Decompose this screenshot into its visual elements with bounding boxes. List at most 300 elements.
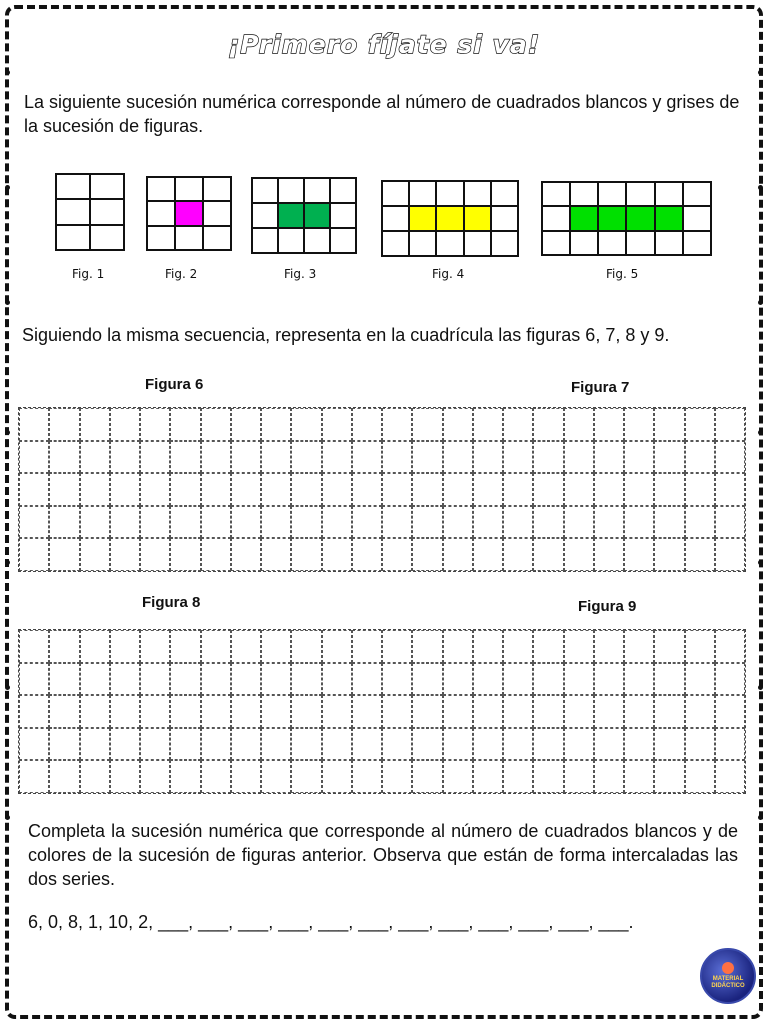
grid-cell[interactable] <box>140 630 170 663</box>
grid-cell[interactable] <box>201 441 231 474</box>
grid-cell[interactable] <box>503 630 533 663</box>
border-dot <box>758 430 763 435</box>
grid-cell[interactable] <box>624 695 654 728</box>
grid-cell[interactable] <box>533 630 563 663</box>
grid-cell[interactable] <box>261 506 291 539</box>
colored-square <box>278 203 304 228</box>
white-square <box>655 231 683 255</box>
grid-cell[interactable] <box>49 630 79 663</box>
grid-cell[interactable] <box>473 473 503 506</box>
grid-cell[interactable] <box>715 663 745 696</box>
white-square <box>56 174 90 199</box>
grid-cell[interactable] <box>685 728 715 761</box>
grid-cell[interactable] <box>443 473 473 506</box>
grid-cell[interactable] <box>503 506 533 539</box>
grid-cell[interactable] <box>443 728 473 761</box>
colored-square <box>436 206 463 231</box>
figure-3 <box>251 177 357 254</box>
grid-cell[interactable] <box>533 408 563 441</box>
grid-cell[interactable] <box>443 506 473 539</box>
grid-cell[interactable] <box>19 695 49 728</box>
grid-cell[interactable] <box>352 408 382 441</box>
grid-cell[interactable] <box>49 663 79 696</box>
grid-cell[interactable] <box>564 695 594 728</box>
grid-cell[interactable] <box>19 473 49 506</box>
grid-cell[interactable] <box>231 630 261 663</box>
grid-cell[interactable] <box>231 408 261 441</box>
grid-cell[interactable] <box>201 538 231 571</box>
white-square <box>409 181 436 206</box>
grid-cell[interactable] <box>322 441 352 474</box>
grid-cell[interactable] <box>261 473 291 506</box>
answer-grid-figures-6-7[interactable] <box>18 407 746 572</box>
grid-cell[interactable] <box>80 473 110 506</box>
grid-cell[interactable] <box>322 663 352 696</box>
colored-square <box>570 206 598 230</box>
grid-cell[interactable] <box>352 663 382 696</box>
grid-cell[interactable] <box>110 506 140 539</box>
white-square <box>175 177 203 201</box>
grid-cell[interactable] <box>715 441 745 474</box>
white-square <box>147 226 175 250</box>
grid-cell[interactable] <box>140 538 170 571</box>
white-square <box>175 226 203 250</box>
grid-cell[interactable] <box>291 408 321 441</box>
grid-cell[interactable] <box>170 473 200 506</box>
grid-cell[interactable] <box>201 760 231 793</box>
material-didactico-logo <box>700 948 756 1004</box>
grid-cell[interactable] <box>685 441 715 474</box>
figure-5-label: Fig. 5 <box>606 267 639 281</box>
number-sequence[interactable]: 6, 0, 8, 1, 10, 2, ___, ___, ___, ___, ___, ___, ___, ___, ___, ___, ___, ___. <box>28 912 634 932</box>
grid-cell[interactable] <box>49 760 79 793</box>
grid-cell[interactable] <box>412 538 442 571</box>
grid-cell[interactable] <box>201 408 231 441</box>
grid-cell[interactable] <box>170 506 200 539</box>
grid-cell[interactable] <box>715 760 745 793</box>
white-square <box>598 182 626 206</box>
grid-cell[interactable] <box>443 760 473 793</box>
grid-cell[interactable] <box>443 441 473 474</box>
grid-cell[interactable] <box>654 728 684 761</box>
grid-cell[interactable] <box>322 538 352 571</box>
grid-cell[interactable] <box>594 506 624 539</box>
white-square <box>382 206 409 231</box>
grid-cell[interactable] <box>49 408 79 441</box>
grid-cell[interactable] <box>49 728 79 761</box>
grid-cell[interactable] <box>654 760 684 793</box>
grid-cell[interactable] <box>685 663 715 696</box>
grid-cell[interactable] <box>533 441 563 474</box>
grid-cell[interactable] <box>261 728 291 761</box>
grid-cell[interactable] <box>412 630 442 663</box>
figure-2 <box>146 176 232 251</box>
border-dot <box>5 560 10 565</box>
figure-1 <box>55 173 125 251</box>
grid-cell[interactable] <box>685 630 715 663</box>
grid-cell[interactable] <box>322 630 352 663</box>
grid-cell[interactable] <box>654 695 684 728</box>
grid-cell[interactable] <box>322 506 352 539</box>
grid-cell[interactable] <box>624 630 654 663</box>
grid-cell[interactable] <box>503 695 533 728</box>
page-title: ¡Primero fíjate si va! <box>227 30 541 59</box>
grid-cell[interactable] <box>261 408 291 441</box>
figura-7-heading: Figura 7 <box>571 379 630 396</box>
grid-cell[interactable] <box>352 538 382 571</box>
white-square <box>90 225 124 250</box>
grid-cell[interactable] <box>382 630 412 663</box>
grid-cell[interactable] <box>49 695 79 728</box>
grid-cell[interactable] <box>19 408 49 441</box>
grid-cell[interactable] <box>503 663 533 696</box>
grid-cell[interactable] <box>564 630 594 663</box>
grid-cell[interactable] <box>624 506 654 539</box>
grid-cell[interactable] <box>291 538 321 571</box>
grid-cell[interactable] <box>382 441 412 474</box>
grid-cell[interactable] <box>715 695 745 728</box>
grid-cell[interactable] <box>261 630 291 663</box>
grid-cell[interactable] <box>503 473 533 506</box>
grid-cell[interactable] <box>685 408 715 441</box>
grid-cell[interactable] <box>412 408 442 441</box>
grid-cell[interactable] <box>19 728 49 761</box>
grid-cell[interactable] <box>624 663 654 696</box>
grid-cell[interactable] <box>624 728 654 761</box>
grid-cell[interactable] <box>473 408 503 441</box>
white-square <box>304 178 330 203</box>
grid-cell[interactable] <box>170 728 200 761</box>
grid-cell[interactable] <box>594 630 624 663</box>
white-square <box>252 203 278 228</box>
grid-cell[interactable] <box>654 473 684 506</box>
grid-cell[interactable] <box>594 663 624 696</box>
white-square <box>278 178 304 203</box>
grid-cell[interactable] <box>594 760 624 793</box>
grid-cell[interactable] <box>110 538 140 571</box>
grid-cell[interactable] <box>594 441 624 474</box>
grid-cell[interactable] <box>473 630 503 663</box>
white-square <box>382 231 409 256</box>
grid-cell[interactable] <box>201 473 231 506</box>
grid-cell[interactable] <box>654 441 684 474</box>
grid-cell[interactable] <box>261 538 291 571</box>
grid-cell[interactable] <box>322 760 352 793</box>
grid-cell[interactable] <box>291 473 321 506</box>
grid-cell[interactable] <box>443 630 473 663</box>
border-dot <box>5 815 10 820</box>
grid-cell[interactable] <box>533 506 563 539</box>
grid-cell[interactable] <box>201 695 231 728</box>
grid-cell[interactable] <box>412 695 442 728</box>
grid-cell[interactable] <box>715 473 745 506</box>
grid-cell[interactable] <box>291 441 321 474</box>
grid-cell[interactable] <box>503 760 533 793</box>
grid-cell[interactable] <box>261 760 291 793</box>
grid-cell[interactable] <box>291 728 321 761</box>
grid-cell[interactable] <box>19 538 49 571</box>
grid-cell[interactable] <box>322 728 352 761</box>
grid-cell[interactable] <box>473 538 503 571</box>
grid-cell[interactable] <box>170 441 200 474</box>
grid-cell[interactable] <box>473 441 503 474</box>
grid-cell[interactable] <box>231 695 261 728</box>
grid-cell[interactable] <box>140 473 170 506</box>
grid-cell[interactable] <box>291 760 321 793</box>
grid-cell[interactable] <box>412 728 442 761</box>
grid-cell[interactable] <box>140 695 170 728</box>
grid-cell[interactable] <box>140 441 170 474</box>
logo-line-2: DIDÁCTICO <box>711 983 745 989</box>
white-square <box>56 199 90 224</box>
grid-cell[interactable] <box>80 441 110 474</box>
grid-cell[interactable] <box>170 663 200 696</box>
grid-cell[interactable] <box>564 663 594 696</box>
white-square <box>278 228 304 253</box>
white-square <box>203 201 231 225</box>
grid-cell[interactable] <box>382 663 412 696</box>
grid-cell[interactable] <box>322 408 352 441</box>
grid-cell[interactable] <box>261 695 291 728</box>
grid-cell[interactable] <box>594 408 624 441</box>
grid-cell[interactable] <box>533 728 563 761</box>
grid-cell[interactable] <box>412 441 442 474</box>
grid-cell[interactable] <box>564 473 594 506</box>
grid-cell[interactable] <box>201 630 231 663</box>
grid-cell[interactable] <box>564 408 594 441</box>
grid-cell[interactable] <box>533 538 563 571</box>
grid-cell[interactable] <box>624 441 654 474</box>
border-dot <box>758 70 763 75</box>
grid-cell[interactable] <box>654 506 684 539</box>
grid-cell[interactable] <box>685 538 715 571</box>
grid-cell[interactable] <box>201 728 231 761</box>
border-dot <box>5 300 10 305</box>
grid-cell[interactable] <box>352 506 382 539</box>
grid-cell[interactable] <box>564 538 594 571</box>
grid-cell[interactable] <box>533 760 563 793</box>
grid-cell[interactable] <box>110 441 140 474</box>
grid-cell[interactable] <box>594 538 624 571</box>
white-square <box>436 181 463 206</box>
grid-cell[interactable] <box>80 538 110 571</box>
grid-cell[interactable] <box>473 760 503 793</box>
grid-cell[interactable] <box>685 760 715 793</box>
grid-cell[interactable] <box>382 760 412 793</box>
grid-cell[interactable] <box>80 728 110 761</box>
white-square <box>147 177 175 201</box>
grid-cell[interactable] <box>110 760 140 793</box>
grid-cell[interactable] <box>291 630 321 663</box>
grid-cell[interactable] <box>231 728 261 761</box>
grid-cell[interactable] <box>352 473 382 506</box>
grid-cell[interactable] <box>715 506 745 539</box>
grid-cell[interactable] <box>352 630 382 663</box>
border-dot <box>5 685 10 690</box>
grid-cell[interactable] <box>382 695 412 728</box>
grid-cell[interactable] <box>594 473 624 506</box>
grid-cell[interactable] <box>80 695 110 728</box>
grid-cell[interactable] <box>201 663 231 696</box>
logo-line-1: MATERIAL <box>712 976 744 982</box>
grid-cell[interactable] <box>49 441 79 474</box>
grid-cell[interactable] <box>654 663 684 696</box>
grid-cell[interactable] <box>654 408 684 441</box>
grid-cell[interactable] <box>564 506 594 539</box>
white-square <box>464 181 491 206</box>
intro-text: La siguiente sucesión numérica corresponde al número de cuadrados blancos y grises de la sucesión de figuras. <box>24 92 740 136</box>
grid-cell[interactable] <box>624 473 654 506</box>
grid-cell[interactable] <box>110 695 140 728</box>
grid-cell[interactable] <box>685 695 715 728</box>
grid-cell[interactable] <box>624 538 654 571</box>
grid-cell[interactable] <box>473 506 503 539</box>
grid-cell[interactable] <box>715 728 745 761</box>
grid-cell[interactable] <box>170 760 200 793</box>
grid-cell[interactable] <box>412 663 442 696</box>
border-dot <box>758 560 763 565</box>
grid-cell[interactable] <box>19 506 49 539</box>
grid-cell[interactable] <box>140 506 170 539</box>
grid-cell[interactable] <box>443 663 473 696</box>
grid-cell[interactable] <box>594 728 624 761</box>
grid-cell[interactable] <box>261 663 291 696</box>
grid-cell[interactable] <box>231 473 261 506</box>
grid-cell[interactable] <box>80 506 110 539</box>
grid-cell[interactable] <box>352 760 382 793</box>
grid-cell[interactable] <box>412 473 442 506</box>
grid-cell[interactable] <box>19 441 49 474</box>
grid-cell[interactable] <box>685 506 715 539</box>
grid-cell[interactable] <box>473 695 503 728</box>
grid-cell[interactable] <box>624 408 654 441</box>
grid-cell[interactable] <box>49 473 79 506</box>
grid-cell[interactable] <box>170 408 200 441</box>
grid-cell[interactable] <box>503 728 533 761</box>
grid-cell[interactable] <box>564 728 594 761</box>
white-square <box>382 181 409 206</box>
grid-cell[interactable] <box>231 760 261 793</box>
grid-cell[interactable] <box>322 695 352 728</box>
white-square <box>683 206 711 230</box>
grid-cell[interactable] <box>80 663 110 696</box>
figure-5 <box>541 181 712 256</box>
colored-square <box>409 206 436 231</box>
grid-cell[interactable] <box>473 728 503 761</box>
grid-cell[interactable] <box>80 630 110 663</box>
grid-cell[interactable] <box>231 663 261 696</box>
grid-cell[interactable] <box>170 538 200 571</box>
grid-cell[interactable] <box>110 728 140 761</box>
grid-cell[interactable] <box>382 538 412 571</box>
grid-cell[interactable] <box>49 538 79 571</box>
grid-cell[interactable] <box>443 538 473 571</box>
white-square <box>655 182 683 206</box>
grid-cell[interactable] <box>382 408 412 441</box>
white-square <box>252 178 278 203</box>
grid-cell[interactable] <box>473 663 503 696</box>
grid-cell[interactable] <box>110 408 140 441</box>
white-square <box>542 206 570 230</box>
grid-cell[interactable] <box>80 408 110 441</box>
grid-cell[interactable] <box>654 538 684 571</box>
grid-cell[interactable] <box>352 441 382 474</box>
grid-cell[interactable] <box>352 695 382 728</box>
grid-cell[interactable] <box>564 760 594 793</box>
grid-cell[interactable] <box>352 728 382 761</box>
grid-cell[interactable] <box>231 441 261 474</box>
grid-cell[interactable] <box>685 473 715 506</box>
grid-cell[interactable] <box>412 506 442 539</box>
grid-cell[interactable] <box>533 663 563 696</box>
white-square <box>626 182 654 206</box>
white-square <box>90 174 124 199</box>
white-square <box>90 199 124 224</box>
figura-8-heading: Figura 8 <box>142 594 201 611</box>
grid-cell[interactable] <box>412 760 442 793</box>
grid-cell[interactable] <box>80 760 110 793</box>
grid-cell[interactable] <box>231 538 261 571</box>
grid-cell[interactable] <box>110 663 140 696</box>
grid-cell[interactable] <box>382 506 412 539</box>
grid-cell[interactable] <box>291 663 321 696</box>
grid-cell[interactable] <box>533 473 563 506</box>
grid-cell[interactable] <box>503 408 533 441</box>
grid-cell[interactable] <box>19 760 49 793</box>
grid-cell[interactable] <box>503 538 533 571</box>
grid-cell[interactable] <box>170 695 200 728</box>
grid-cell[interactable] <box>654 630 684 663</box>
grid-cell[interactable] <box>624 760 654 793</box>
grid-cell[interactable] <box>261 441 291 474</box>
grid-cell[interactable] <box>231 506 261 539</box>
grid-cell[interactable] <box>19 630 49 663</box>
grid-cell[interactable] <box>201 506 231 539</box>
grid-cell[interactable] <box>110 630 140 663</box>
grid-cell[interactable] <box>19 663 49 696</box>
grid-cell[interactable] <box>382 728 412 761</box>
border-dot <box>5 70 10 75</box>
grid-cell[interactable] <box>322 473 352 506</box>
grid-cell[interactable] <box>49 506 79 539</box>
grid-cell[interactable] <box>291 695 321 728</box>
grid-cell[interactable] <box>140 408 170 441</box>
grid-cell[interactable] <box>715 408 745 441</box>
answer-grid-figures-8-9[interactable] <box>18 629 746 794</box>
white-square <box>330 178 356 203</box>
grid-cell[interactable] <box>140 728 170 761</box>
grid-cell[interactable] <box>564 441 594 474</box>
grid-cell[interactable] <box>715 630 745 663</box>
grid-cell[interactable] <box>382 473 412 506</box>
white-square <box>56 225 90 250</box>
grid-cell[interactable] <box>140 760 170 793</box>
grid-cell[interactable] <box>291 506 321 539</box>
border-dot <box>5 430 10 435</box>
grid-cell[interactable] <box>594 695 624 728</box>
border-dot <box>758 185 763 190</box>
grid-cell[interactable] <box>443 695 473 728</box>
grid-cell[interactable] <box>533 695 563 728</box>
white-square <box>203 177 231 201</box>
white-square <box>491 231 518 256</box>
grid-cell[interactable] <box>715 538 745 571</box>
grid-cell[interactable] <box>140 663 170 696</box>
grid-cell[interactable] <box>170 630 200 663</box>
grid-cell[interactable] <box>110 473 140 506</box>
grid-cell[interactable] <box>503 441 533 474</box>
grid-cell[interactable] <box>443 408 473 441</box>
